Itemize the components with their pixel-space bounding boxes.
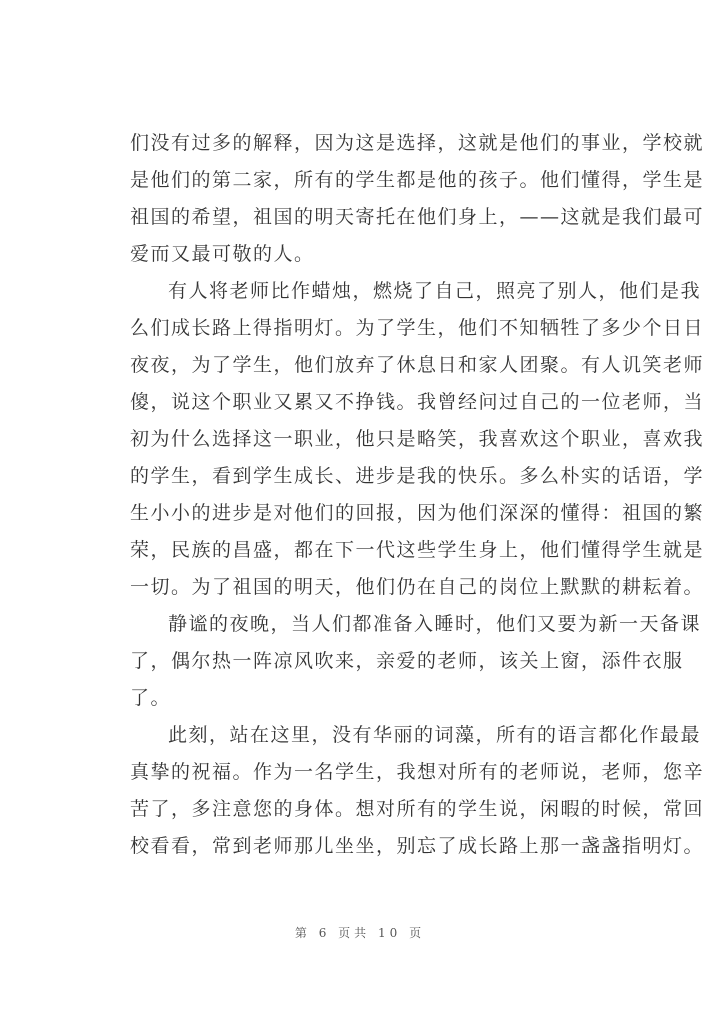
body-text bbox=[130, 125, 705, 865]
paragraph-2-line-1-text: 有人将老师比作蜡烛，燃烧了自己，照亮了别人，他们是我 bbox=[168, 280, 702, 302]
paragraph-1-line-1: 们没有过多的解释，因为这是选择，这就是他们的事业，学校就 bbox=[130, 132, 705, 154]
paragraph-4-line-1 bbox=[130, 717, 702, 754]
paragraph-2-line-6: 的学生，看到学生成长、进步是我的快乐。多么朴实的话语，学 bbox=[130, 465, 705, 487]
paragraph-4-line-2: 真挚的祝福。作为一名学生，我想对所有的老师说，老师，您辛 bbox=[130, 761, 705, 783]
paragraph-1-line-3: 祖国的希望，祖国的明天寄托在他们身上，——这就是我们最可 bbox=[130, 206, 705, 228]
paragraph-2-line-9: 一切。为了祖国的明天，他们仍在自己的岗位上默默的耕耘着。 bbox=[130, 576, 705, 598]
paragraph-2-line-3: 夜夜，为了学生，他们放弃了休息日和家人团聚。有人讥笑老师 bbox=[130, 354, 705, 376]
paragraph-4-line-4: 校看看，常到老师那儿坐坐，别忘了成长路上那一盏盏指明灯。 bbox=[130, 835, 705, 857]
paragraph-1-line-4: 爱而又最可敬的人。 bbox=[130, 243, 315, 265]
paragraph-1-line-2: 是他们的第二家，所有的学生都是他的孩子。他们懂得，学生是 bbox=[130, 169, 705, 191]
paragraph-2-line-1 bbox=[130, 273, 702, 310]
paragraph-2-line-5: 初为什么选择这一职业，他只是略笑，我喜欢这个职业，喜欢我 bbox=[130, 428, 705, 450]
paragraph-3-line-2: 了，偶尔热一阵凉风吹来，亲爱的老师，该关上窗，添件衣服 bbox=[130, 650, 684, 672]
paragraph-2-line-2: 么们成长路上得指明灯。为了学生，他们不知牺牲了多少个日日 bbox=[130, 317, 705, 339]
paragraph-3-line-1-text: 静谧的夜晚，当人们都准备入睡时，他们又要为新一天备课 bbox=[168, 613, 702, 635]
paragraph-2-line-8: 荣，民族的昌盛，都在下一代这些学生身上，他们懂得学生就是 bbox=[130, 539, 705, 561]
paragraph-2-line-7: 生小小的进步是对他们的回报，因为他们深深的懂得：祖国的繁 bbox=[130, 502, 705, 524]
paragraph-2-line-4: 傻，说这个职业又累又不挣钱。我曾经问过自己的一位老师，当 bbox=[130, 391, 705, 413]
paragraph-4-line-3: 苦了，多注意您的身体。想对所有的学生说，闲暇的时候，常回 bbox=[130, 798, 705, 820]
page-footer: 第 6 页共 10 页 bbox=[294, 926, 426, 940]
paragraph-3-line-3: 了。 bbox=[130, 687, 172, 709]
paragraph-3-line-1 bbox=[130, 606, 702, 643]
paragraph-4-line-1-text: 此刻，站在这里，没有华丽的词藻，所有的语言都化作最最 bbox=[168, 724, 702, 746]
